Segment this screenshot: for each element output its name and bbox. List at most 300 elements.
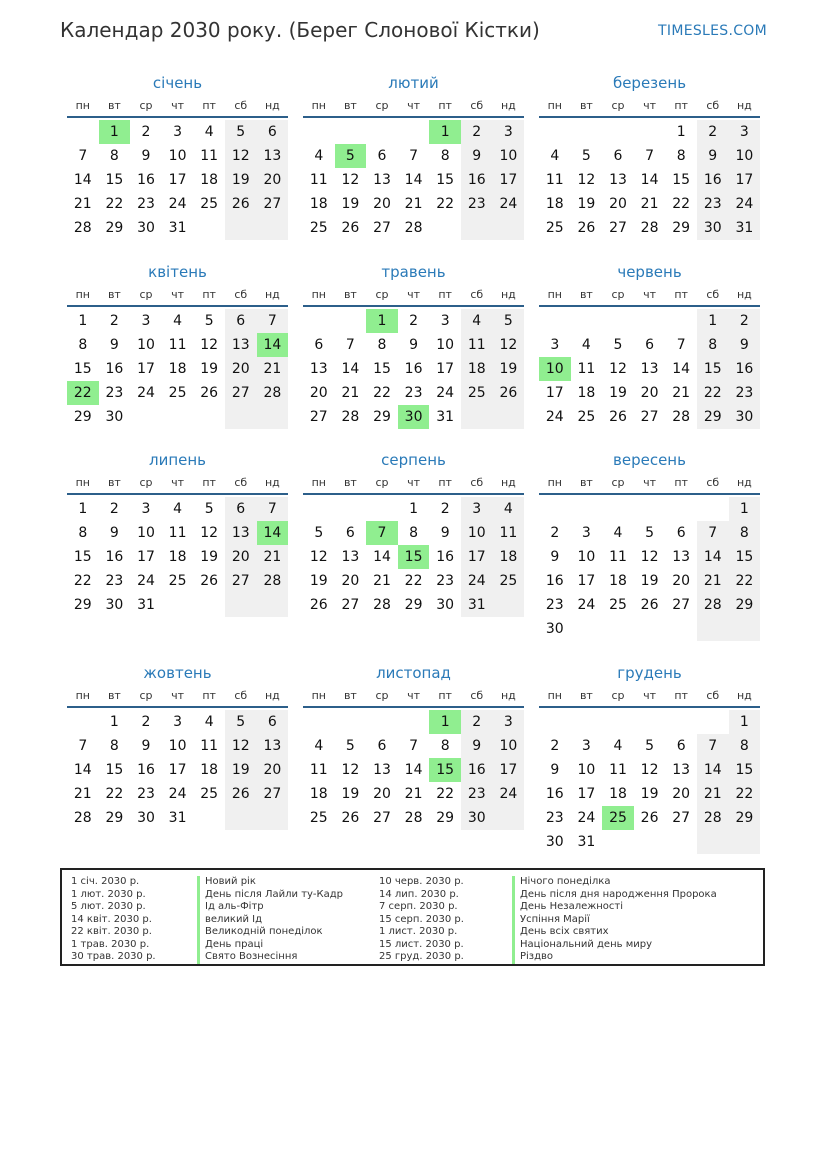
weekday-label: вт [579, 288, 593, 301]
day-cell: 4 [204, 714, 214, 730]
weekday-label: сб [706, 476, 720, 489]
day-cell: 10 [137, 337, 155, 353]
day-cell: 16 [461, 758, 493, 782]
day-cell: 5 [204, 313, 214, 329]
empty-cell [634, 309, 666, 333]
day-cell: 4 [613, 738, 623, 754]
empty-cell [571, 710, 603, 734]
day-cell: 26 [225, 192, 257, 216]
day-cell: 20 [373, 196, 391, 212]
weekday-header [67, 96, 288, 118]
day-cell: 14 [73, 172, 92, 188]
day-cell: 4 [314, 148, 324, 164]
brand-link[interactable]: TIMESLES.COM [658, 23, 767, 39]
weekday-header [539, 686, 760, 708]
days-grid [303, 710, 524, 830]
empty-cell [539, 497, 571, 521]
weekday-label: чт [407, 476, 421, 489]
day-cell: 5 [335, 144, 367, 168]
day-cell: 23 [105, 385, 124, 401]
day-cell: 12 [341, 172, 360, 188]
day-cell: 1 [729, 710, 761, 734]
day-cell: 5 [645, 738, 655, 754]
weekday-label: чт [171, 476, 185, 489]
weekday-label: сб [470, 99, 484, 112]
day-cell: 17 [729, 168, 761, 192]
day-cell: 27 [225, 381, 257, 405]
day-cell: 13 [341, 549, 360, 565]
day-cell: 7 [257, 497, 289, 521]
empty-cell [303, 497, 335, 521]
weekday-label: ср [139, 689, 153, 702]
month-name: березень [612, 74, 687, 92]
month-block [539, 259, 760, 429]
weekday-label: чт [407, 288, 421, 301]
day-cell: 16 [137, 172, 155, 188]
weekday-label: ср [611, 476, 625, 489]
day-cell: 25 [309, 220, 328, 236]
day-cell: 1 [676, 124, 686, 140]
legend-date: 25 груд. 2030 р. [379, 951, 464, 962]
day-cell: 23 [404, 385, 423, 401]
day-cell: 18 [545, 196, 564, 212]
weekday-label: нд [264, 476, 280, 489]
day-cell: 13 [225, 333, 257, 357]
day-cell: 7 [409, 738, 419, 754]
day-cell: 15 [73, 549, 92, 565]
weekday-label: сб [234, 689, 248, 702]
day-cell: 19 [609, 385, 627, 401]
day-cell: 23 [137, 786, 155, 802]
day-cell: 14 [404, 762, 423, 778]
day-cell: 30 [461, 806, 493, 830]
weekday-label: вт [343, 99, 357, 112]
day-cell: 27 [309, 409, 328, 425]
day-cell: 8 [409, 525, 419, 541]
day-cell: 6 [676, 525, 686, 541]
day-cell: 19 [640, 786, 659, 802]
empty-cell [257, 806, 289, 830]
day-cell: 8 [109, 738, 119, 754]
day-cell: 20 [373, 786, 391, 802]
day-cell: 18 [309, 786, 328, 802]
empty-cell [303, 309, 335, 333]
weekday-label: ср [611, 288, 625, 301]
weekday-label: нд [736, 99, 752, 112]
day-cell: 3 [440, 313, 450, 329]
empty-cell [697, 617, 729, 641]
legend-date: 1 січ. 2030 р. [71, 876, 140, 887]
month-name: липень [148, 451, 207, 469]
weekday-header [67, 686, 288, 708]
day-cell: 25 [577, 409, 596, 425]
empty-cell [697, 710, 729, 734]
day-cell: 26 [640, 597, 659, 613]
day-cell: 12 [225, 144, 257, 168]
day-cell: 16 [404, 361, 423, 377]
day-cell: 12 [640, 762, 659, 778]
day-cell: 8 [440, 148, 450, 164]
day-cell: 22 [105, 786, 124, 802]
day-cell: 30 [729, 405, 761, 429]
day-cell: 10 [493, 144, 525, 168]
days-grid [303, 120, 524, 240]
day-cell: 15 [398, 545, 430, 569]
day-cell: 24 [168, 786, 187, 802]
day-cell: 23 [461, 782, 493, 806]
day-cell: 1 [429, 120, 461, 144]
day-cell: 2 [440, 501, 450, 517]
empty-cell [398, 120, 430, 144]
weekday-label: пт [674, 99, 688, 112]
weekday-label: пн [547, 288, 562, 301]
day-cell: 29 [697, 405, 729, 429]
day-cell: 8 [729, 734, 761, 758]
day-cell: 15 [105, 172, 124, 188]
day-cell: 27 [672, 597, 691, 613]
empty-cell [257, 593, 289, 617]
empty-cell [602, 830, 634, 854]
day-cell: 25 [609, 597, 627, 613]
weekday-label: чт [643, 288, 657, 301]
day-cell: 7 [697, 734, 729, 758]
day-cell: 1 [729, 497, 761, 521]
day-cell: 20 [257, 758, 289, 782]
empty-cell [193, 405, 225, 429]
days-grid [539, 710, 760, 854]
legend-names-left [197, 876, 343, 964]
day-cell: 18 [309, 196, 328, 212]
empty-cell [225, 216, 257, 240]
day-cell: 9 [461, 734, 493, 758]
day-cell: 14 [672, 361, 691, 377]
empty-cell [729, 830, 761, 854]
day-cell: 8 [440, 738, 450, 754]
day-cell: 4 [204, 124, 214, 140]
legend-holiday-name: Ід аль-Фітр [197, 901, 343, 914]
empty-cell [429, 216, 461, 240]
day-cell: 29 [105, 220, 124, 236]
day-cell: 30 [436, 597, 455, 613]
day-cell: 5 [225, 710, 257, 734]
empty-cell [366, 120, 398, 144]
day-cell: 25 [168, 385, 187, 401]
weekday-label: сб [234, 288, 248, 301]
legend-holiday-name: Успіння Марії [512, 914, 717, 927]
empty-cell [257, 216, 289, 240]
day-cell: 19 [225, 168, 257, 192]
day-cell: 19 [200, 549, 219, 565]
legend-holiday-name: Нічого понеділка [512, 876, 717, 889]
month-block [539, 660, 760, 854]
legend-date: 15 лист. 2030 р. [379, 938, 464, 950]
legend-holiday-name: Свято Вознесіння [197, 951, 343, 964]
day-cell: 22 [404, 573, 423, 589]
day-cell: 30 [137, 810, 155, 826]
day-cell: 17 [545, 385, 564, 401]
day-cell: 31 [577, 834, 596, 850]
day-cell: 13 [640, 361, 659, 377]
weekday-label: пн [75, 288, 90, 301]
empty-cell [193, 593, 225, 617]
day-cell: 1 [697, 309, 729, 333]
day-cell: 9 [409, 337, 419, 353]
day-cell: 22 [67, 381, 99, 405]
day-cell: 22 [105, 196, 124, 212]
weekday-label: чт [171, 689, 185, 702]
day-cell: 27 [257, 782, 289, 806]
day-cell: 25 [545, 220, 564, 236]
day-cell: 17 [461, 545, 493, 569]
weekday-label: сб [706, 288, 720, 301]
weekday-label: нд [500, 99, 516, 112]
day-cell: 15 [729, 758, 761, 782]
day-cell: 5 [613, 337, 623, 353]
weekday-header [539, 285, 760, 307]
day-cell: 24 [436, 385, 455, 401]
day-cell: 10 [539, 357, 571, 381]
empty-cell [193, 806, 225, 830]
day-cell: 10 [137, 525, 155, 541]
day-cell: 20 [257, 168, 289, 192]
day-cell: 6 [225, 309, 257, 333]
legend-date: 14 лип. 2030 р. [379, 888, 459, 900]
weekday-label: пн [311, 689, 326, 702]
weekday-label: пн [311, 476, 326, 489]
day-cell: 29 [105, 810, 124, 826]
month-name: грудень [617, 664, 682, 682]
legend-date: 30 трав. 2030 р. [71, 951, 156, 962]
day-cell: 11 [461, 333, 493, 357]
day-cell: 24 [545, 409, 564, 425]
empty-cell [602, 309, 634, 333]
month-name: лютий [388, 74, 439, 92]
day-cell: 3 [729, 120, 761, 144]
weekday-label: пт [674, 288, 688, 301]
day-cell: 31 [137, 597, 155, 613]
day-cell: 4 [613, 525, 623, 541]
day-cell: 13 [257, 734, 289, 758]
day-cell: 22 [672, 196, 691, 212]
day-cell: 20 [640, 385, 659, 401]
empty-cell [225, 405, 257, 429]
weekday-label: пт [438, 476, 452, 489]
day-cell: 17 [168, 172, 187, 188]
weekday-label: чт [171, 99, 185, 112]
empty-cell [162, 405, 194, 429]
day-cell: 24 [729, 192, 761, 216]
empty-cell [665, 830, 697, 854]
days-grid [539, 120, 760, 240]
day-cell: 18 [461, 357, 493, 381]
day-cell: 20 [341, 573, 360, 589]
day-cell: 11 [609, 762, 627, 778]
month-block [539, 70, 760, 240]
day-cell: 3 [141, 313, 151, 329]
day-cell: 17 [493, 168, 525, 192]
day-cell: 29 [729, 806, 761, 830]
weekday-label: пт [674, 476, 688, 489]
day-cell: 7 [78, 148, 88, 164]
day-cell: 6 [377, 148, 387, 164]
day-cell: 21 [404, 196, 423, 212]
empty-cell [162, 593, 194, 617]
day-cell: 6 [257, 120, 289, 144]
day-cell: 12 [200, 525, 219, 541]
day-cell: 22 [436, 786, 455, 802]
day-cell: 14 [257, 333, 289, 357]
weekday-label: вт [107, 476, 121, 489]
month-name: травень [381, 263, 446, 281]
day-cell: 21 [73, 196, 92, 212]
empty-cell [539, 120, 571, 144]
day-cell: 30 [105, 409, 124, 425]
day-cell: 4 [173, 313, 183, 329]
day-cell: 17 [493, 758, 525, 782]
day-cell: 8 [676, 148, 686, 164]
legend-holiday-name: День після Лайли ту-Кадр [197, 889, 343, 902]
legend-names-right [512, 876, 717, 964]
empty-cell [303, 120, 335, 144]
day-cell: 13 [373, 172, 391, 188]
days-grid [67, 497, 288, 617]
weekday-label: чт [643, 476, 657, 489]
day-cell: 26 [493, 381, 525, 405]
day-cell: 26 [640, 810, 659, 826]
day-cell: 1 [78, 313, 88, 329]
days-grid [303, 497, 524, 617]
day-cell: 29 [729, 593, 761, 617]
day-cell: 2 [461, 120, 493, 144]
weekday-label: вт [343, 689, 357, 702]
day-cell: 22 [729, 569, 761, 593]
day-cell: 24 [137, 573, 155, 589]
day-cell: 13 [257, 144, 289, 168]
day-cell: 5 [314, 525, 324, 541]
weekday-label: ср [139, 476, 153, 489]
weekday-label: пн [547, 476, 562, 489]
day-cell: 17 [137, 549, 155, 565]
day-cell: 13 [609, 172, 627, 188]
day-cell: 17 [436, 361, 455, 377]
empty-cell [729, 617, 761, 641]
day-cell: 11 [577, 361, 596, 377]
weekday-label: вт [107, 288, 121, 301]
weekday-label: вт [107, 689, 121, 702]
empty-cell [539, 309, 571, 333]
day-cell: 6 [377, 738, 387, 754]
month-block [303, 447, 524, 617]
day-cell: 23 [105, 573, 124, 589]
day-cell: 10 [461, 521, 493, 545]
day-cell: 19 [640, 573, 659, 589]
day-cell: 18 [168, 549, 187, 565]
empty-cell [634, 617, 666, 641]
day-cell: 16 [729, 357, 761, 381]
day-cell: 3 [493, 120, 525, 144]
day-cell: 19 [341, 196, 360, 212]
weekday-label: пт [202, 288, 216, 301]
legend-dates-right [379, 876, 464, 964]
weekday-label: ср [611, 99, 625, 112]
day-cell: 2 [141, 714, 151, 730]
legend-date: 15 серп. 2030 р. [379, 913, 464, 925]
weekday-label: нд [264, 689, 280, 702]
day-cell: 10 [493, 734, 525, 758]
day-cell: 13 [225, 521, 257, 545]
day-cell: 3 [173, 714, 183, 730]
empty-cell [130, 405, 162, 429]
day-cell: 13 [672, 762, 691, 778]
day-cell: 20 [609, 196, 627, 212]
day-cell: 3 [173, 124, 183, 140]
day-cell: 11 [168, 525, 187, 541]
day-cell: 29 [73, 597, 92, 613]
day-cell: 25 [309, 810, 328, 826]
day-cell: 28 [257, 381, 289, 405]
day-cell: 9 [697, 144, 729, 168]
weekday-label: пт [438, 288, 452, 301]
empty-cell [461, 216, 493, 240]
day-cell: 23 [137, 196, 155, 212]
legend-dates-left [71, 876, 156, 964]
empty-cell [665, 497, 697, 521]
day-cell: 20 [672, 573, 691, 589]
day-cell: 10 [168, 738, 187, 754]
empty-cell [571, 309, 603, 333]
weekday-label: сб [706, 689, 720, 702]
month-block [303, 259, 524, 429]
weekday-label: пн [75, 99, 90, 112]
day-cell: 6 [314, 337, 324, 353]
day-cell: 11 [309, 172, 328, 188]
day-cell: 7 [676, 337, 686, 353]
day-cell: 4 [314, 738, 324, 754]
legend-holiday-name: великий Ід [197, 914, 343, 927]
day-cell: 27 [609, 220, 627, 236]
day-cell: 27 [225, 569, 257, 593]
day-cell: 9 [461, 144, 493, 168]
month-name: квітень [148, 263, 207, 281]
days-grid [67, 120, 288, 240]
day-cell: 8 [78, 337, 88, 353]
day-cell: 16 [461, 168, 493, 192]
day-cell: 21 [257, 545, 289, 569]
day-cell: 11 [493, 521, 525, 545]
weekday-label: пн [75, 689, 90, 702]
day-cell: 1 [78, 501, 88, 517]
empty-cell [67, 710, 99, 734]
weekday-label: нд [736, 476, 752, 489]
day-cell: 19 [200, 361, 219, 377]
weekday-label: нд [264, 288, 280, 301]
day-cell: 26 [200, 573, 219, 589]
weekday-label: ср [139, 99, 153, 112]
day-cell: 18 [200, 762, 219, 778]
day-cell: 16 [105, 361, 124, 377]
legend-holiday-name: Національний день миру [512, 939, 717, 952]
days-grid [539, 497, 760, 641]
day-cell: 30 [137, 220, 155, 236]
day-cell: 5 [645, 525, 655, 541]
legend-date: 7 серп. 2030 р. [379, 901, 458, 912]
empty-cell [257, 405, 289, 429]
day-cell: 14 [640, 172, 659, 188]
empty-cell [398, 710, 430, 734]
legend-date: 1 лист. 2030 р. [379, 926, 458, 937]
month-name: вересень [613, 451, 686, 469]
legend-date: 1 лют. 2030 р. [71, 888, 146, 900]
